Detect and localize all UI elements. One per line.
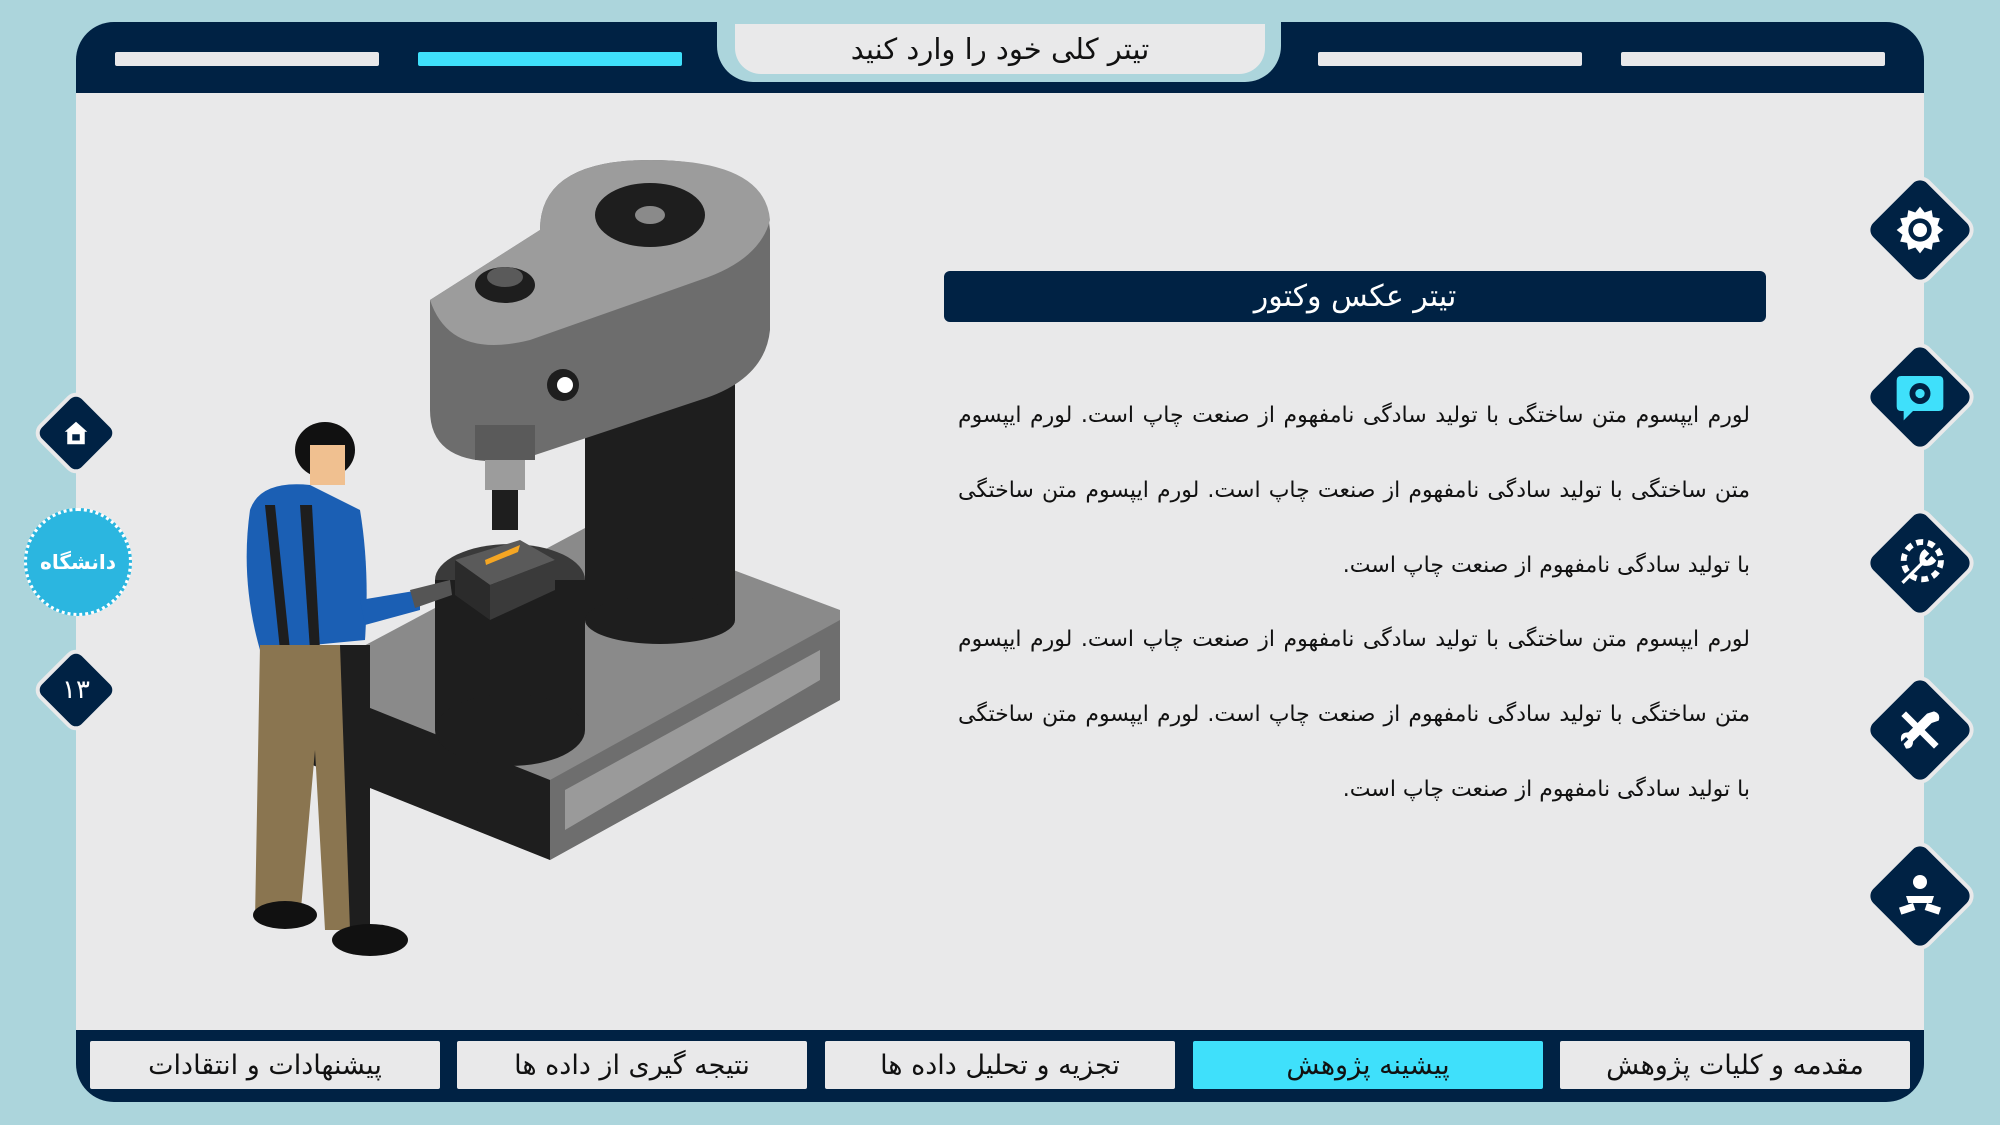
- gear-icon: [1892, 202, 1948, 258]
- gear-button[interactable]: [1866, 176, 1974, 284]
- logo-text: دانشگاه: [40, 550, 116, 574]
- paragraph-2: لورم ایپسوم متن ساختگی با تولید سادگی نامفهوم از صنعت چاپ است. لورم ایپسوم متن ساختگی با تولید سادگی نامفهوم از صنعت چاپ است. لورم ایپسوم متن ساختگی با تولید سادگی نامفهوم از صنعت چاپ است.: [958, 627, 1750, 802]
- wrench-gear-icon: [1892, 535, 1948, 591]
- progress-bar-4: [1621, 52, 1885, 66]
- tools-button[interactable]: [1866, 676, 1974, 784]
- page-title: تیتر کلی خود را وارد کنید: [735, 24, 1265, 74]
- worker-icon: [1892, 868, 1948, 924]
- nav-suggestions[interactable]: پیشنهادات و انتقادات: [90, 1041, 440, 1089]
- wrench-gear-button[interactable]: [1866, 509, 1974, 617]
- home-button[interactable]: [36, 393, 116, 473]
- page-number: ۱۳: [62, 675, 90, 705]
- gear-chat-button[interactable]: [1866, 343, 1974, 451]
- progress-bar-1: [115, 52, 379, 66]
- progress-bar-3: [1318, 52, 1582, 66]
- nav-analysis[interactable]: تجزیه و تحلیل داده ها: [825, 1041, 1175, 1089]
- university-logo: [24, 508, 132, 616]
- gear-chat-icon: [1892, 369, 1948, 425]
- home-icon: [61, 418, 91, 448]
- drill-press-illustration: [220, 140, 860, 990]
- tools-icon: [1892, 702, 1948, 758]
- nav-conclusion[interactable]: نتیجه گیری از داده ها: [457, 1041, 807, 1089]
- vector-title: تیتر عکس وکتور: [944, 271, 1766, 322]
- worker-button[interactable]: [1866, 842, 1974, 950]
- nav-literature[interactable]: پیشینه پژوهش: [1193, 1041, 1543, 1089]
- nav-intro[interactable]: مقدمه و کلیات پژوهش: [1560, 1041, 1910, 1089]
- page-number-badge: [36, 650, 116, 730]
- progress-bar-2: [418, 52, 682, 66]
- paragraph-1: لورم ایپسوم متن ساختگی با تولید سادگی نامفهوم از صنعت چاپ است. لورم ایپسوم متن ساختگی با تولید سادگی نامفهوم از صنعت چاپ است. لورم ایپسوم متن ساختگی با تولید سادگی نامفهوم از صنعت چاپ است.: [958, 403, 1750, 578]
